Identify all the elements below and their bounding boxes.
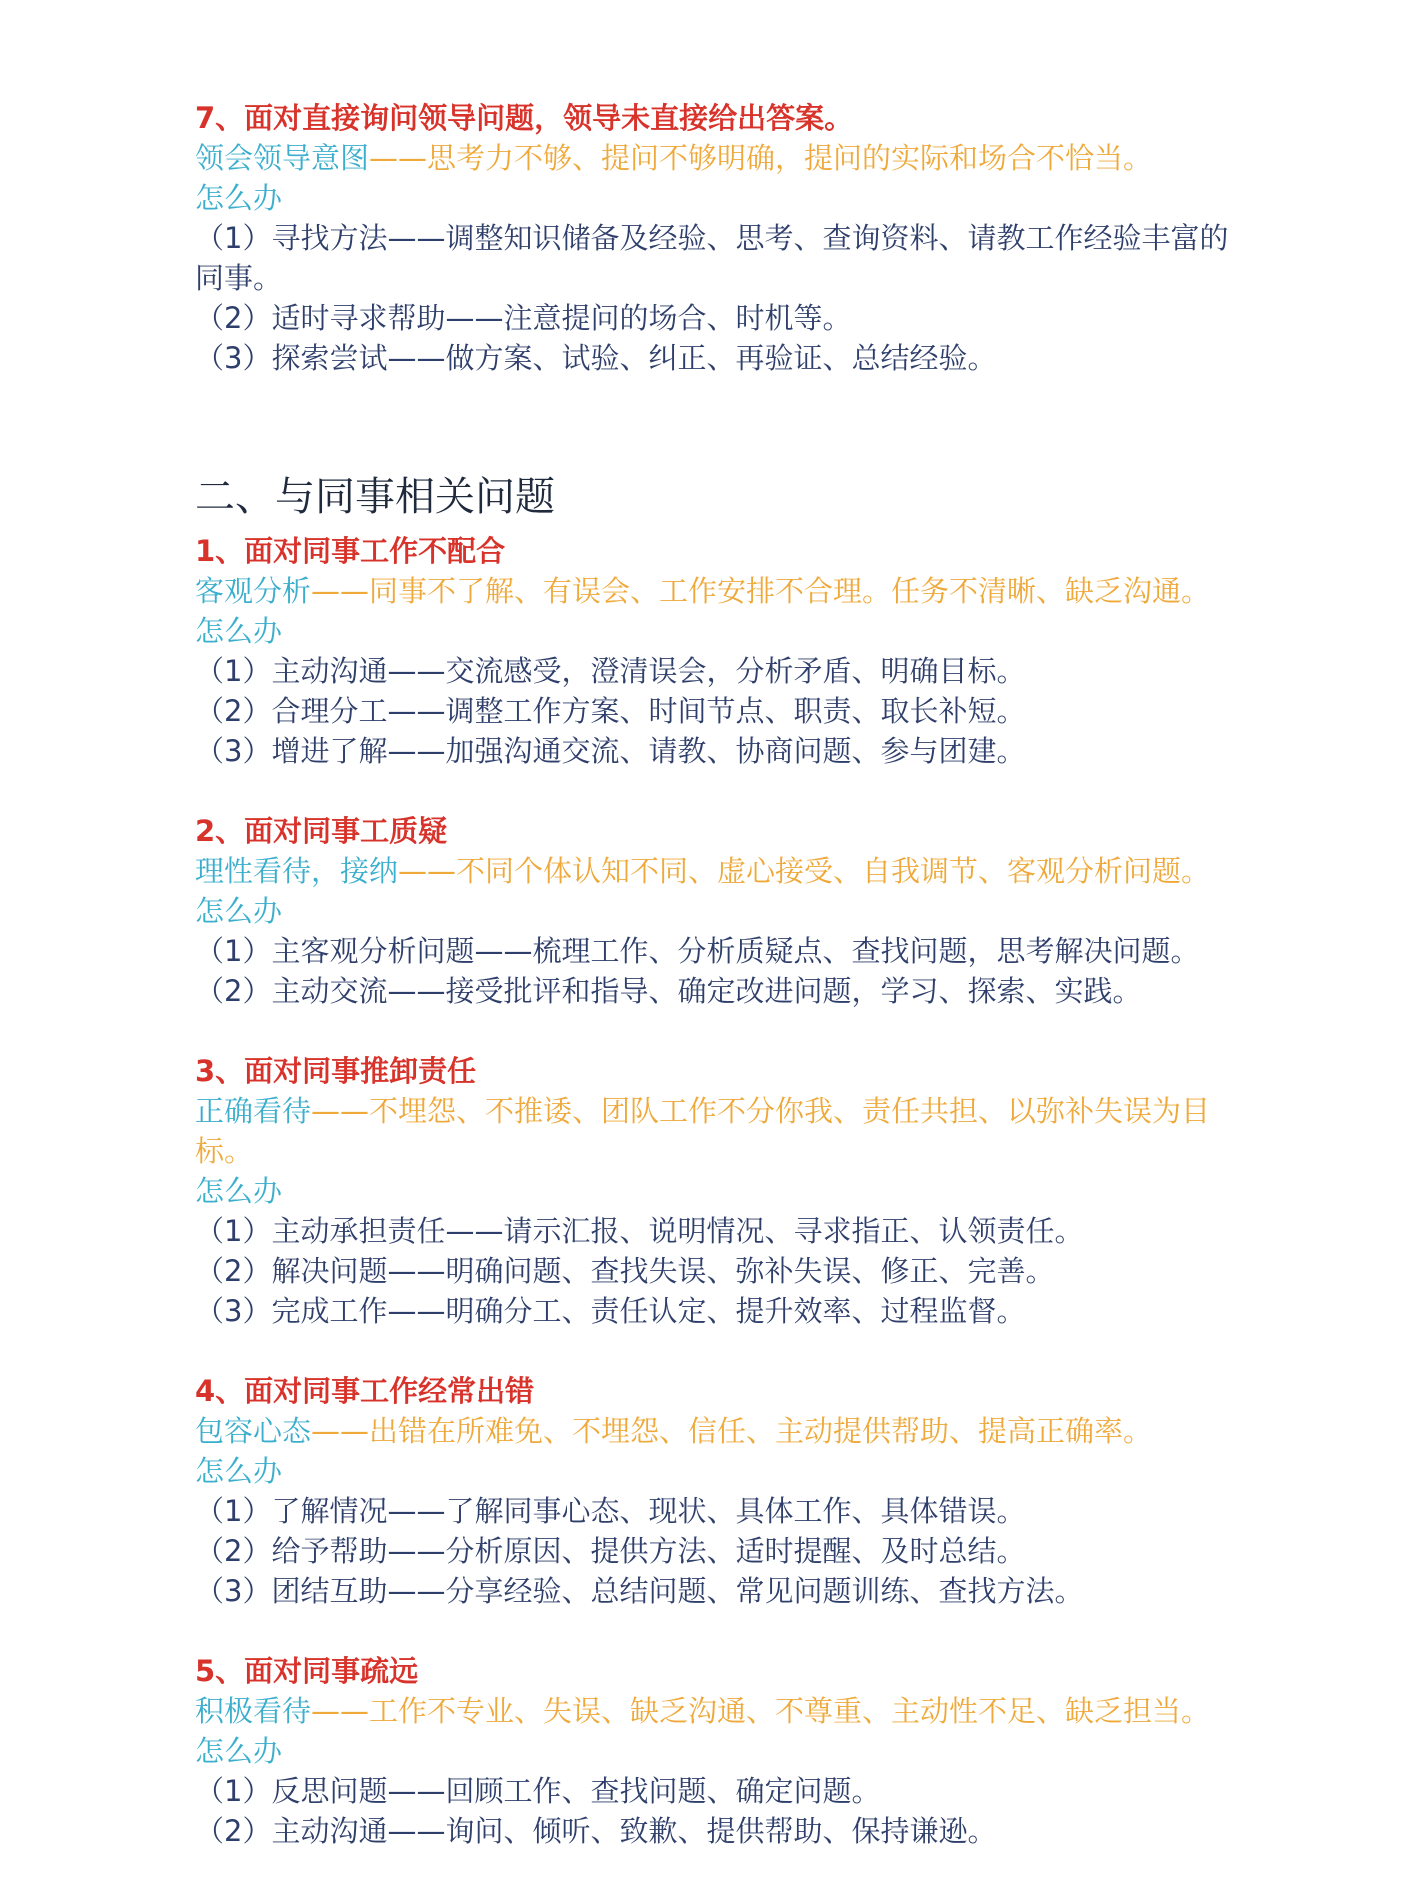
question-heading: 3、面对同事推卸责任 [195,1054,477,1088]
step-key: （3）增进了解 [195,734,388,768]
how-label: 怎么办 [195,1734,283,1768]
document-page [195,98,1255,1851]
question-block-5 [195,1651,1255,1851]
step-key: （3）团结互助 [195,1574,388,1608]
step-item [195,971,1255,1011]
step-item [195,731,1255,771]
step-key: （3）完成工作 [195,1294,388,1328]
analysis-key: 领会领导意图 [195,141,370,175]
step-text: ——回顾工作、查找问题、确定问题。 [387,1774,881,1808]
analysis-text: ——出错在所难免、不埋怨、信任、主动提供帮助、提高正确率。 [311,1414,1153,1448]
step-text: ——请示汇报、说明情况、寻求指正、认领责任。 [445,1214,1084,1248]
section-title: 二、与同事相关问题 [195,474,555,520]
step-key: （2）给予帮助 [195,1534,388,1568]
step-text: ——接受批评和指导、确定改进问题，学习、探索、实践。 [387,974,1142,1008]
analysis-key: 包容心态 [195,1414,312,1448]
analysis-text: ——同事不了解、有误会、工作安排不合理。任务不清晰、缺乏沟通。 [311,574,1211,608]
step-item [195,1491,1255,1531]
analysis-line [195,851,1255,891]
analysis-key: 正确看待 [195,1094,312,1128]
question-block-4 [195,1371,1255,1611]
step-item [195,1811,1255,1851]
question-block-2 [195,811,1255,1011]
how-label: 怎么办 [195,1174,283,1208]
step-item [195,691,1255,731]
analysis-line [195,571,1255,611]
step-item [195,931,1255,971]
step-text: ——了解同事心态、现状、具体工作、具体错误。 [387,1494,1026,1528]
step-item [195,1771,1255,1811]
step-text: ——询问、倾听、致歉、提供帮助、保持谦逊。 [387,1814,997,1848]
step-key: （1）主动承担责任 [195,1214,446,1248]
step-item [195,1211,1255,1251]
step-key: （2）主动交流 [195,974,388,1008]
step-key: （2）合理分工 [195,694,388,728]
step-item [195,338,1255,378]
step-item [195,1291,1255,1331]
step-key: （1）主客观分析问题 [195,934,475,968]
step-text: ——做方案、试验、纠正、再验证、总结经验。 [387,341,997,375]
analysis-line [195,1691,1255,1731]
step-item [195,1531,1255,1571]
step-text: ——调整知识储备及经验、思考、查询资料、请教工作经验丰富的同事。 [195,221,1229,295]
analysis-key: 客观分析 [195,574,312,608]
question-heading: 2、面对同事工质疑 [195,814,448,848]
analysis-key: 理性看待，接纳 [195,854,399,888]
step-item [195,298,1255,338]
analysis-text: ——不埋怨、不推诿、团队工作不分你我、责任共担、以弥补失误为目标。 [195,1094,1211,1168]
how-label: 怎么办 [195,614,283,648]
step-item [195,651,1255,691]
step-item [195,1571,1255,1611]
step-text: ——交流感受，澄清误会，分析矛盾、明确目标。 [387,654,1026,688]
step-text: ——加强沟通交流、请教、协商问题、参与团建。 [387,734,1026,768]
step-text: ——分析原因、提供方法、适时提醒、及时总结。 [387,1534,1026,1568]
step-text: ——明确问题、查找失误、弥补失误、修正、完善。 [387,1254,1055,1288]
step-key: （2）适时寻求帮助 [195,301,446,335]
question-block-7 [195,98,1255,378]
step-key: （2）主动沟通 [195,1814,388,1848]
step-key: （3）探索尝试 [195,341,388,375]
step-text: ——分享经验、总结问题、常见问题训练、查找方法。 [387,1574,1084,1608]
step-key: （2）解决问题 [195,1254,388,1288]
how-label: 怎么办 [195,181,283,215]
step-item [195,1251,1255,1291]
question-heading: 7、面对直接询问领导问题，领导未直接给出答案。 [195,101,854,135]
question-block-1 [195,531,1255,771]
question-block-3 [195,1051,1255,1331]
step-key: （1）反思问题 [195,1774,388,1808]
question-heading: 1、面对同事工作不配合 [195,534,506,568]
analysis-line [195,1411,1255,1451]
analysis-text: ——工作不专业、失误、缺乏沟通、不尊重、主动性不足、缺乏担当。 [311,1694,1211,1728]
step-key: （1）主动沟通 [195,654,388,688]
analysis-key: 积极看待 [195,1694,312,1728]
step-text: ——注意提问的场合、时机等。 [445,301,852,335]
analysis-line [195,138,1255,178]
step-key: （1）了解情况 [195,1494,388,1528]
analysis-text: ——不同个体认知不同、虚心接受、自我调节、客观分析问题。 [398,854,1211,888]
step-item [195,218,1255,298]
analysis-line [195,1091,1255,1171]
step-text: ——明确分工、责任认定、提升效率、过程监督。 [387,1294,1026,1328]
analysis-text: ——思考力不够、提问不够明确，提问的实际和场合不恰当。 [369,141,1153,175]
step-text: ——调整工作方案、时间节点、职责、取长补短。 [387,694,1026,728]
how-label: 怎么办 [195,894,283,928]
how-label: 怎么办 [195,1454,283,1488]
question-heading: 4、面对同事工作经常出错 [195,1374,535,1408]
step-text: ——梳理工作、分析质疑点、查找问题，思考解决问题。 [474,934,1200,968]
question-heading: 5、面对同事疏远 [195,1654,419,1688]
step-key: （1）寻找方法 [195,221,388,255]
